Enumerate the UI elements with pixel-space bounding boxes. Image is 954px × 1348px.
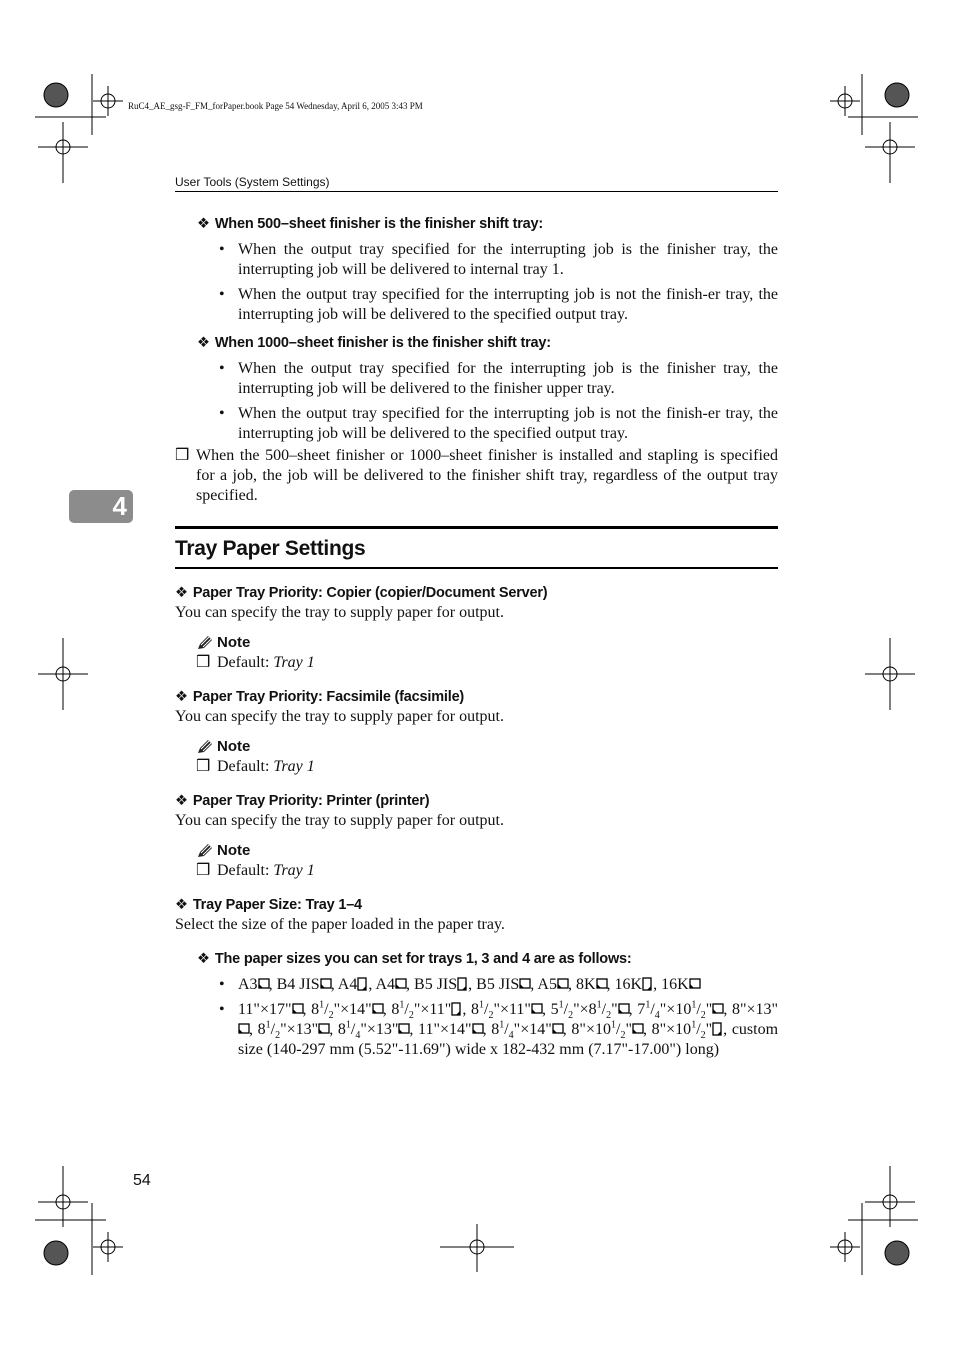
- portrait-orientation-icon: [457, 977, 468, 990]
- finisher-500-heading: ❖ When 500–sheet finisher is the finisher shift tray:: [197, 216, 544, 232]
- landscape-orientation-icon: [712, 1002, 723, 1015]
- landscape-orientation-icon: [398, 1022, 409, 1035]
- finisher-1000-list: [175, 359, 778, 444]
- landscape-orientation-icon: [395, 977, 406, 990]
- checkbox-icon: ❒: [196, 654, 211, 671]
- diamond-bullet-icon: ❖: [175, 689, 188, 705]
- chapter-tab: 4: [69, 490, 133, 523]
- portrait-orientation-icon: [712, 1022, 723, 1035]
- finisher-500-list: [175, 240, 778, 325]
- file-info: RuC4_AE_gsg-F_FM_forPaper.book Page 54 Wednesday, April 6, 2005 3:43 PM: [128, 101, 423, 111]
- landscape-orientation-icon: [618, 1002, 629, 1015]
- landscape-orientation-icon: [258, 977, 269, 990]
- setting-heading: ❖ Paper Tray Priority: Facsimile (facsimile): [175, 689, 465, 705]
- metric-sizes: A3 , B4 JIS , A4 , A4 , B5 JIS , B5 JIS , A5 , 8K , 16K , 16K: [238, 976, 700, 993]
- setting-heading: ❖ Paper Tray Priority: Printer (printer): [175, 793, 430, 809]
- checkbox-icon: ❒: [196, 862, 211, 879]
- finisher-1000-heading: ❖ When 1000–sheet finisher is the finisher shift tray:: [197, 335, 551, 351]
- landscape-orientation-icon: [238, 1022, 249, 1035]
- note-heading: Note: [196, 841, 778, 861]
- stapling-note: ❒ When the 500–sheet finisher or 1000–sheet finisher is installed and stapling is specified for a job, the job will be delivered to the finisher shift tray, regardless of the output tray specified.: [175, 447, 778, 504]
- page-content: [175, 214, 778, 1065]
- section-title: Tray Paper Settings: [175, 526, 778, 569]
- list-item: • When the output tray specified for the interrupting job is not the finish-er tray, the interrupting job will be delivered to the specified output tray.: [219, 405, 778, 442]
- landscape-orientation-icon: [689, 977, 700, 990]
- landscape-orientation-icon: [557, 977, 568, 990]
- landscape-orientation-icon: [531, 1002, 542, 1015]
- landscape-orientation-icon: [632, 1022, 643, 1035]
- pencil-icon: [196, 843, 214, 859]
- portrait-orientation-icon: [642, 977, 653, 990]
- diamond-bullet-icon: ❖: [175, 897, 188, 913]
- landscape-orientation-icon: [372, 1002, 383, 1015]
- list-item: • 11"×17" , $8^1/_2"\times 14$" , $8^1/_2"\times 11$" , $8^1/_2"\times 11$" , $5^1/_2"\times 8^1/_2$" , $7^1/_4"\times 10^1/_2$" , 8"×13" , $8^1/_2"\times 13$" , $8^1/_4"\times 13$" , 11"×14" , $8^1/_4"\times 14$" , $8"\times 10^1/_2$" , $8"\times 10^1/_2$" , custom size (140-297 mm (5.52"-11.69") wide x 182-432 mm (7.17"-17.00") long): [219, 999, 779, 1058]
- list-item: • A3 , B4 JIS , A4 , A4 , B5 JIS , B5 JIS , A5 , 8K , 16K , 16K: [238, 975, 778, 995]
- list-item: • When the output tray specified for the interrupting job is the finisher tray, the interrupting job will be delivered to the finisher upper tray.: [219, 360, 778, 397]
- checkbox-icon: ❒: [196, 758, 211, 775]
- portrait-orientation-icon: [357, 977, 368, 990]
- pencil-icon: [196, 739, 214, 755]
- checkbox-icon: ❒: [175, 447, 190, 464]
- landscape-orientation-icon: [292, 1002, 303, 1015]
- portrait-orientation-icon: [451, 1002, 462, 1015]
- list-item: • When the output tray specified for the interrupting job is the finisher tray, the interrupting job will be delivered to internal tray 1.: [219, 241, 778, 278]
- tray-size-description: Select the size of the paper loaded in the paper tray.: [175, 916, 505, 933]
- default-value: ❒ Default: Tray 1: [196, 758, 315, 775]
- diamond-bullet-icon: ❖: [175, 793, 188, 809]
- note-heading: Note: [196, 737, 778, 757]
- tray-size-subheading: ❖ The paper sizes you can set for trays 1, 3 and 4 are as follows:: [197, 951, 632, 967]
- list-item: • When the output tray specified for the interrupting job is not the finish-er tray, the interrupting job will be delivered to the specified output tray.: [219, 286, 778, 323]
- diamond-bullet-icon: ❖: [197, 951, 210, 967]
- setting-description: You can specify the tray to supply paper for output.: [175, 604, 504, 621]
- setting-heading: ❖ Paper Tray Priority: Copier (copier/Document Server): [175, 585, 548, 601]
- landscape-orientation-icon: [472, 1022, 483, 1035]
- landscape-orientation-icon: [320, 977, 331, 990]
- paper-size-list: [175, 975, 778, 1060]
- default-value: ❒ Default: Tray 1: [196, 654, 315, 671]
- running-header: User Tools (System Settings): [175, 175, 778, 192]
- setting-description: You can specify the tray to supply paper for output.: [175, 812, 504, 829]
- default-value: ❒ Default: Tray 1: [196, 862, 315, 879]
- inch-sizes: 11"×17" , $8^1/_2"\times 14$" , $8^1/_2"\times 11$" , $8^1/_2"\times 11$" , $5^1/_2"\times 8^1/_2$" , $7^1/_4"\times 10^1/_2$" , 8"×13" , $8^1/_2"\times 13$" , $8^1/_4"\times 13$" , 11"×14" , $8^1/_4"\times 14$" , $8"\times 10^1/_2$" , $8"\times 10^1/_2$" , custom size (140-297 mm (5.52"-11.69") wide x 182-432 mm (7.17"-17.00") long): [238, 999, 779, 1058]
- diamond-bullet-icon: ❖: [175, 585, 188, 601]
- note-heading: Note: [196, 633, 778, 653]
- page-number: 54: [133, 1172, 151, 1189]
- pencil-icon: [196, 635, 214, 651]
- diamond-bullet-icon: ❖: [197, 335, 210, 351]
- landscape-orientation-icon: [318, 1022, 329, 1035]
- setting-description: You can specify the tray to supply paper for output.: [175, 708, 504, 725]
- landscape-orientation-icon: [596, 977, 607, 990]
- tray-size-heading: ❖ Tray Paper Size: Tray 1–4: [175, 897, 362, 913]
- landscape-orientation-icon: [552, 1022, 563, 1035]
- landscape-orientation-icon: [519, 977, 530, 990]
- diamond-bullet-icon: ❖: [197, 216, 210, 232]
